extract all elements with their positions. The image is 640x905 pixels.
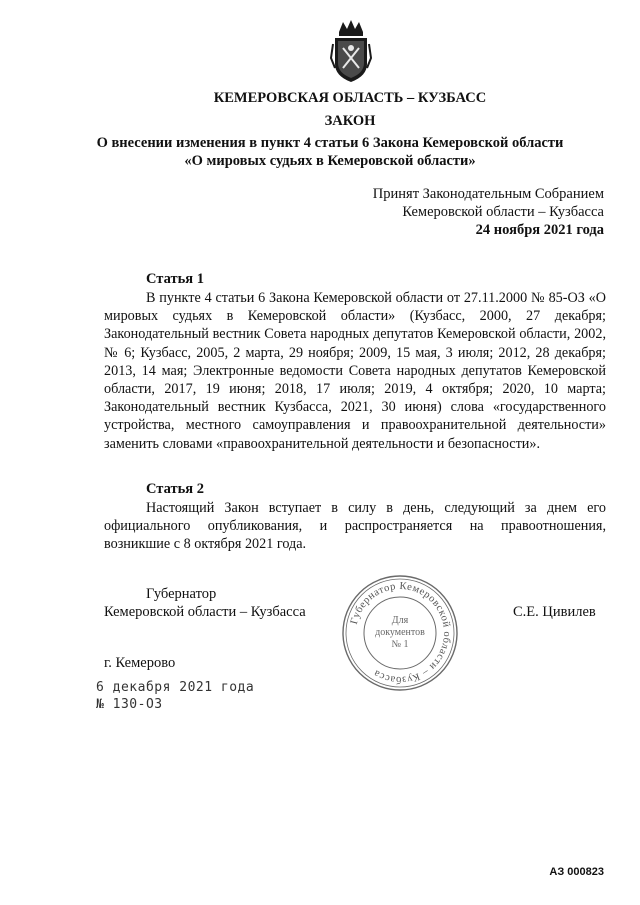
law-title-line1: О внесении изменения в пункт 4 статьи 6 Закона Кемеровской области <box>96 135 564 151</box>
article1-text: В пункте 4 статьи 6 Закона Кемеровской области от 27.11.2000 № 85-ОЗ «О мировых судьях в Кемеровской области» (Кузбасс, 2000, 27 декабря; Законодательный вестник Совета народных депутатов Кемеровской области, 2002, № 6; Кузбасс, 2005, 2 марта, 29 ноября; 2009, 15 мая, 3 июля; 2012, 28 декабря; 2013, 14 мая; Электронные ведомости Совета народных депутатов Кемеровской области, 2017, 19 июня; 2018, 17 июля; 2019, 4 октября; 2020, 10 марта; Законодательный вестник Кузбасса, 2021, 30 июня) слова «государственного устройства, местного самоуправления и правоохранительной деятельности» заменить словами «правоохранительной деятельности и безопасности». <box>104 290 606 452</box>
law-title-line2: «О мировых судьях в Кемеровской области» <box>184 153 476 169</box>
region-heading: КЕМЕРОВСКАЯ ОБЛАСТЬ – КУЗБАСС <box>213 90 487 106</box>
coat-of-arms-icon <box>329 18 373 84</box>
adoption-block <box>373 185 604 239</box>
official-stamp <box>341 574 459 692</box>
law-number: № 130-ОЗ <box>96 697 163 712</box>
city: г. Кемерово <box>104 655 176 671</box>
stamp-ring-text: Губернатор Кемеровской области – Кузбасса <box>348 580 453 686</box>
stamp-center-line3: № 1 <box>391 639 409 650</box>
stamp-center-line2: документов <box>375 627 425 638</box>
article1-heading: Статья 1 <box>146 271 204 287</box>
form-serial-number: АЗ 000823 <box>549 866 604 878</box>
stamp-center-line1: Для <box>391 615 409 626</box>
article2-text: Настоящий Закон вступает в силу в день, следующий за днем его официального опубликования, и распространяется на правоотношения, возникшие с 8 октября 2021 года. <box>104 500 606 553</box>
document-type: ЗАКОН <box>324 113 376 129</box>
adoption-line1: Принят Законодательным Собранием <box>372 186 604 202</box>
signatory-region: Кемеровской области – Кузбасса <box>104 604 306 620</box>
signing-date: 6 декабря 2021 года <box>96 680 255 695</box>
adoption-date: 24 ноября 2021 года <box>475 222 604 238</box>
signatory-title: Губернатор <box>146 586 217 602</box>
adoption-line2: Кемеровской области – Кузбасса <box>402 204 604 220</box>
signatory-name: С.Е. Цивилев <box>513 604 596 620</box>
article2-heading: Статья 2 <box>146 481 204 497</box>
